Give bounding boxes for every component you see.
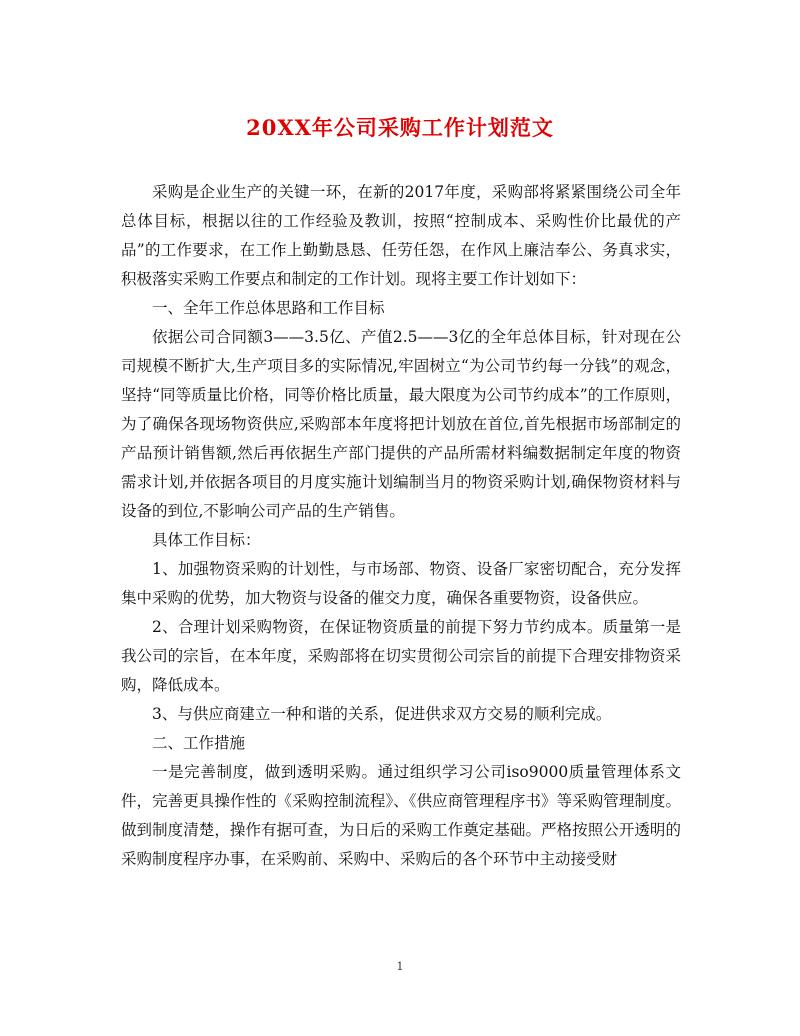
document-title: 20XX年公司采购工作计划范文 (246, 115, 554, 140)
paragraph-measures: 一是完善制度，做到透明采购。通过组织学习公司iso9000质量管理体系文件，完善更具操作性的《采购控制流程》、《供应商管理程序书》等采购管理制度。做到制度清楚，操作有据可查，为日后的采购工作奠定基础。严格按照公开透明的采购制度程序办事，在采购前、采购中、采购后的各个环节中主动接受财 (121, 763, 681, 868)
list-item-goal-1: 1、加强物资采购的计划性，与市场部、物资、设备厂家密切配合，充分发挥集中采购的优势，加大物资与设备的催交力度，确保各重要物资，设备供应。 (121, 560, 681, 607)
paragraph-intro: 采购是企业生产的关键一环，在新的2017年度，采购部将紧紧围绕公司全年总体目标，根据以往的工作经验及教训，按照“控制成本、采购性价比最优的产品”的工作要求，在工作上勤勤恳恳、任劳任怨，在作风上廉洁奉公、务真求实，积极落实采购工作要点和制定的工作计划。现将主要工作计划如下： (121, 183, 681, 288)
section-heading-1: 一、全年工作总体思路和工作目标 (152, 299, 385, 317)
page-number: 1 (396, 960, 404, 973)
paragraph-goals: 依据公司合同额3——3.5亿、产值2.5——3亿的全年总体目标，针对现在公司规模不断扩大,生产项目多的实际情况,牢固树立“为公司节约每一分钱”的观念，坚持“同等质量比价格，同等价格比质量，最大限度为公司节约成本”的工作原则，为了确保各现场物资供应,采购部本年度将把计划放在首位,首先根据市场部制定的产品预计销售额,然后再依据生产部门提供的产品所需材料编数据制定年度的物资需求计划,并依据各项目的月度实施计划编制当月的物资采购计划,确保物资材料与设备的到位,不影响公司产品的生产销售。 (121, 328, 681, 520)
document-body (121, 178, 681, 874)
list-item-goal-2: 2、合理计划采购物资，在保证物资质量的前提下努力节约成本。质量第一是我公司的宗旨，在本年度，采购部将在切实贯彻公司宗旨的前提下合理安排物资采购，降低成本。 (121, 618, 681, 694)
section-heading-2: 二、工作措施 (152, 734, 246, 752)
list-item-goal-3: 3、与供应商建立一种和谐的关系，促进供求双方交易的顺利完成。 (152, 705, 612, 723)
subheading-specific-goals: 具体工作目标： (152, 531, 261, 549)
